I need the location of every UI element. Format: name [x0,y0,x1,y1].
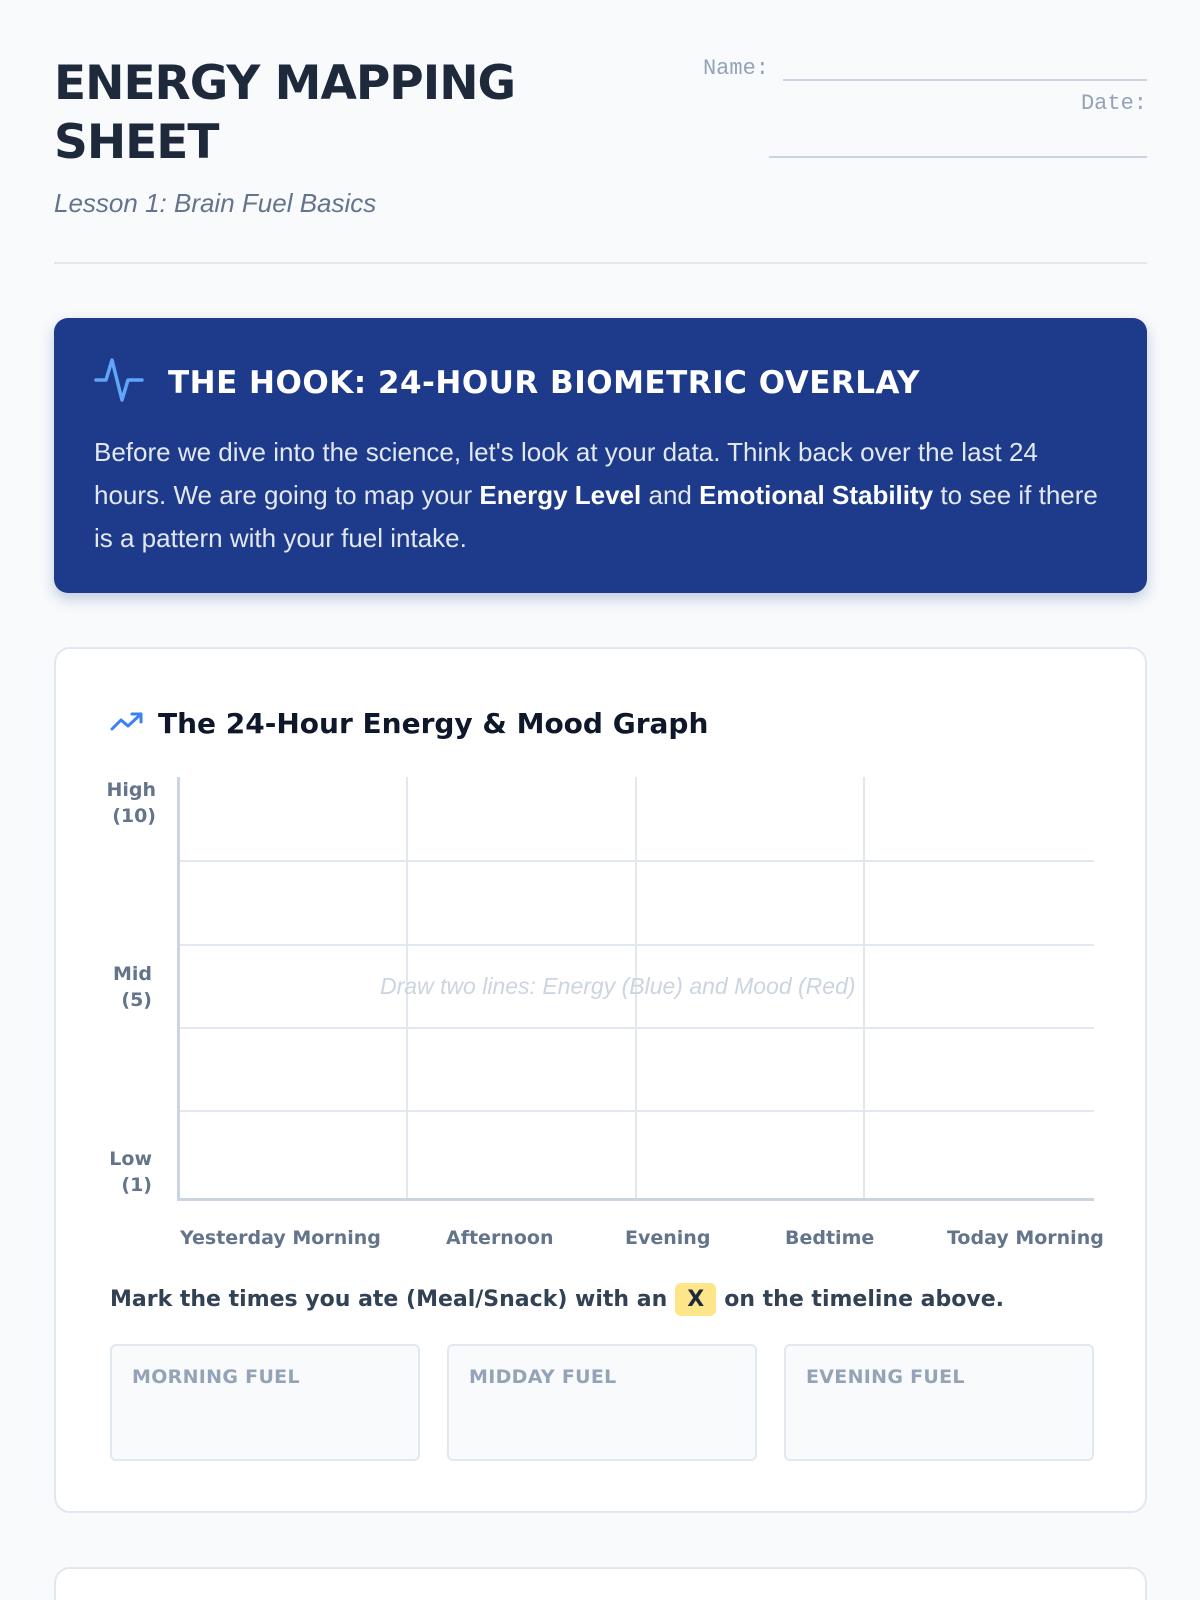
y-label-mid: Mid (5) [112,963,152,1011]
y-label-high: High (10) [106,779,156,827]
midday-fuel-box[interactable] [447,1344,757,1461]
student-fields [687,56,1147,158]
date-field[interactable] [769,134,1147,158]
next-section-card [54,1567,1147,1600]
date-label: Date: [1080,91,1147,116]
page-title: ENERGY MAPPING SHEET [54,56,516,170]
graph-hint: Draw two lines: Energy (Blue) and Mood (Red) [380,973,856,999]
grid-line [863,777,865,1198]
x-mark-badge: X [675,1283,716,1316]
morning-fuel-box[interactable] [110,1344,420,1461]
graph-title: The 24-Hour Energy & Mood Graph [158,707,709,740]
meal-instruction: Mark the times you ate (Meal/Snack) with an X on the timeline above. [110,1283,1004,1316]
hook-title: THE HOOK: 24-HOUR BIOMETRIC OVERLAY [168,364,920,401]
y-label-low: Low (1) [109,1148,152,1196]
grid-line [180,944,1094,946]
fuel-box-label: MORNING FUEL [132,1366,300,1388]
graph-grid[interactable] [177,777,1094,1201]
x-label: Today Morning [947,1227,1104,1249]
grid-line [180,860,1094,862]
grid-line [180,1110,1094,1112]
energy-level-term: Energy Level [479,480,642,510]
x-label: Afternoon [446,1227,554,1249]
name-field[interactable] [783,57,1147,81]
lesson-subtitle: Lesson 1: Brain Fuel Basics [54,188,377,218]
trending-up-icon [110,709,144,738]
x-label: Bedtime [785,1227,875,1249]
hook-text: Before we dive into the science, let's look at your data. Think back over the last 24 hours. We are going to map your Energy Level and Emotional Stability to see if there is a pattern with your fuel intake. [94,437,1098,553]
pulse-icon [94,354,146,411]
evening-fuel-box[interactable] [784,1344,1094,1461]
fuel-box-label: MIDDAY FUEL [469,1366,617,1388]
graph-card [54,647,1147,1513]
x-label: Evening [625,1227,711,1249]
page-header [54,54,1147,264]
grid-line [180,1027,1094,1029]
hook-banner [54,318,1147,593]
fuel-box-label: EVENING FUEL [806,1366,965,1388]
name-label: Name: [702,56,769,81]
emotional-stability-term: Emotional Stability [699,480,934,510]
x-label: Yesterday Morning [180,1227,381,1249]
